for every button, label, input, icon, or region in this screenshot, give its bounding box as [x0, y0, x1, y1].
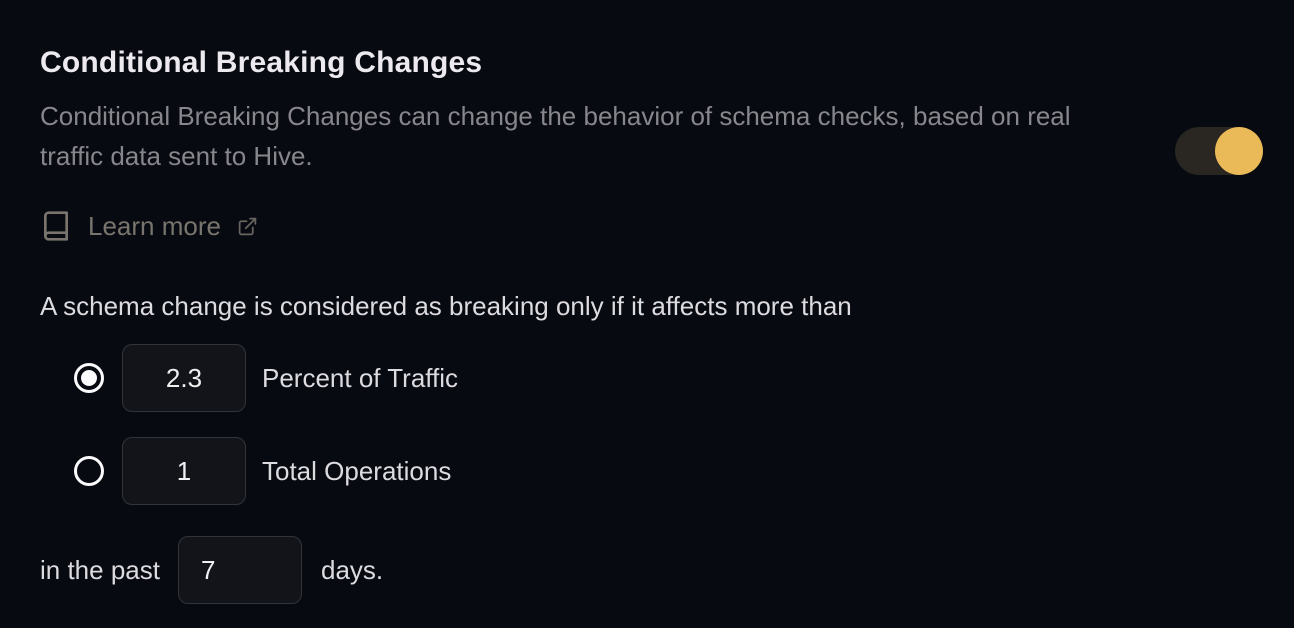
description-line-2: traffic data sent to Hive. [40, 141, 313, 171]
total-operations-input[interactable] [122, 437, 246, 505]
conditional-breaking-changes-toggle[interactable] [1175, 127, 1263, 175]
percent-of-traffic-row [40, 343, 458, 413]
toggle-knob [1215, 127, 1263, 175]
time-period-row [40, 535, 383, 605]
percent-of-traffic-label: Percent of Traffic [262, 362, 459, 393]
external-link-icon [237, 216, 258, 237]
period-prefix-label: in the past [40, 554, 160, 585]
description-line-1: Conditional Breaking Changes can change the behavior of schema checks, based on real [40, 101, 1071, 131]
radio-option-1[interactable] [74, 456, 104, 486]
radio-dot [81, 370, 97, 386]
total-operations-row [40, 436, 451, 506]
period-suffix-label: days. [320, 554, 384, 585]
breaking-rule-sentence: A schema change is considered as breaking only if it affects more than [40, 291, 852, 321]
total-operations-label: Total Operations [262, 455, 452, 486]
percent-of-traffic-input[interactable] [122, 344, 246, 412]
learn-more-link[interactable] [40, 204, 258, 248]
page-title: Conditional Breaking Changes [40, 46, 483, 79]
learn-more-label: Learn more [88, 210, 221, 241]
days-input[interactable] [178, 536, 302, 604]
radio-option-0[interactable] [74, 363, 104, 393]
book-icon [40, 210, 72, 242]
section-description [40, 96, 1071, 176]
